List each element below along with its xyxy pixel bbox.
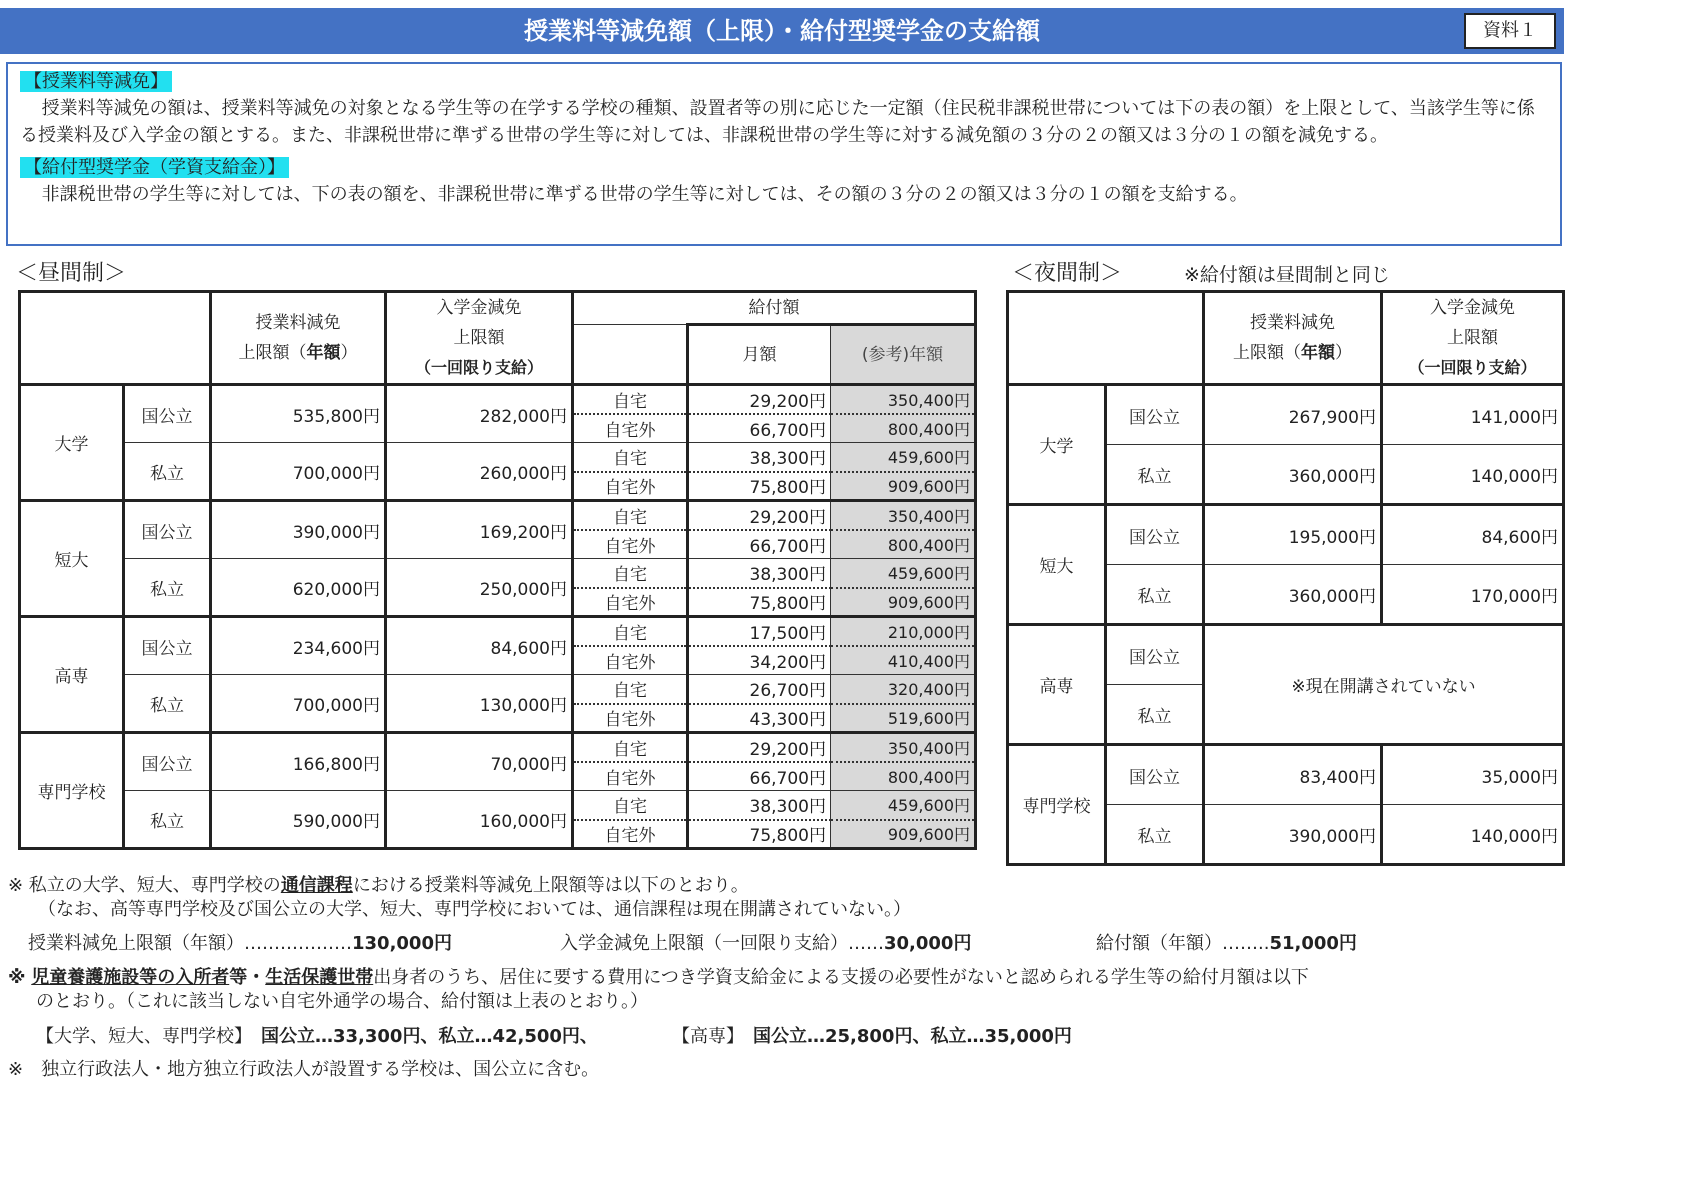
day-away-label: 自宅外 xyxy=(573,704,688,733)
day-annual-home: 350,400円 xyxy=(831,733,976,762)
day-annual-away: 800,400円 xyxy=(831,762,976,791)
day-table xyxy=(18,290,977,850)
night-school-name: 高専 xyxy=(1008,625,1106,745)
day-entrance-value: 84,600円 xyxy=(386,617,573,675)
day-monthly-away: 43,300円 xyxy=(688,704,831,733)
day-home-label: 自宅 xyxy=(573,733,688,762)
day-entrance-value: 130,000円 xyxy=(386,675,573,733)
day-monthly-away: 75,800円 xyxy=(688,820,831,849)
tuition-tag: 【授業料等減免】 xyxy=(20,71,172,92)
night-school-type: 国公立 xyxy=(1106,505,1204,565)
night-table xyxy=(1006,290,1565,866)
day-entrance-value: 169,200円 xyxy=(386,501,573,559)
day-col-entrance: 入学金減免 上限額 （一回限り支給） xyxy=(386,292,573,385)
tuition-description: 授業料等減免の額は、授業料等減免の対象となる学生等の在学する学校の種類、設置者等の別に応じた一定額（住民税非課税世帯については下の表の額）を上限として、当該学生等に係る授業料及び入学金の額とする。また、非課税世帯に準ずる世帯の学生等に対しては、非課税世帯の学生等に対する減免額の３分の２の額又は３分の１の額を減免する。 xyxy=(20,98,1535,146)
day-home-label: 自宅 xyxy=(573,385,688,414)
night-tuition-value: 360,000円 xyxy=(1204,565,1382,625)
day-school-name: 短大 xyxy=(20,501,124,617)
day-annual-home: 459,600円 xyxy=(831,791,976,820)
night-school-type: 私立 xyxy=(1106,565,1204,625)
day-annual-away: 800,400円 xyxy=(831,414,976,443)
night-heading: ＜夜間制＞ xyxy=(1012,261,1123,286)
day-annual-home: 350,400円 xyxy=(831,385,976,414)
day-monthly-home: 29,200円 xyxy=(688,501,831,530)
footnote-care-facility: ※ 児童養護施設等の入所者等・生活保護世帯出身者のうち、居住に要する費用につき学資支給金による支援の必要性がないと認められる学生等の給付月額は以下 xyxy=(8,967,1309,988)
day-annual-away: 909,600円 xyxy=(831,472,976,501)
night-corner xyxy=(1008,292,1204,385)
day-monthly-home: 29,200円 xyxy=(688,385,831,414)
day-annual-home: 210,000円 xyxy=(831,617,976,646)
footnote-admin-corp: ※ 独立行政法人・地方独立行政法人が設置する学校は、国公立に含む。 xyxy=(8,1059,600,1080)
day-tuition-value: 390,000円 xyxy=(211,501,386,559)
day-school-type: 国公立 xyxy=(124,617,211,675)
day-school-type: 国公立 xyxy=(124,733,211,791)
day-tuition-value: 234,600円 xyxy=(211,617,386,675)
correspondence-tuition: 授業料減免上限額（年額）………………130,000円 xyxy=(28,933,452,954)
night-entrance-value: 35,000円 xyxy=(1382,745,1564,805)
day-monthly-away: 66,700円 xyxy=(688,530,831,559)
correspondence-entrance: 入学金減免上限額（一回限り支給）……30,000円 xyxy=(560,933,972,954)
day-tuition-value: 620,000円 xyxy=(211,559,386,617)
night-tuition-value: 390,000円 xyxy=(1204,805,1382,865)
night-col-entrance: 入学金減免 上限額 （一回限り支給） xyxy=(1382,292,1564,385)
intro-box xyxy=(6,62,1562,246)
day-monthly-away: 75,800円 xyxy=(688,588,831,617)
night-school-type: 国公立 xyxy=(1106,625,1204,685)
scholarship-tag: 【給付型奨学金（学資支給金）】 xyxy=(20,157,289,178)
day-col-annual: (参考)年額 xyxy=(831,325,976,385)
night-school-type: 国公立 xyxy=(1106,385,1204,445)
day-annual-away: 519,600円 xyxy=(831,704,976,733)
day-away-label: 自宅外 xyxy=(573,646,688,675)
care-facility-group2: 【高専】 国公立…25,800円、私立…35,000円 xyxy=(672,1026,1072,1047)
day-tuition-value: 700,000円 xyxy=(211,675,386,733)
night-tuition-value: 83,400円 xyxy=(1204,745,1382,805)
night-tuition-value: 195,000円 xyxy=(1204,505,1382,565)
night-not-offered: ※現在開講されていない xyxy=(1204,625,1564,745)
day-school-name: 専門学校 xyxy=(20,733,124,849)
day-tuition-value: 700,000円 xyxy=(211,443,386,501)
day-annual-home: 350,400円 xyxy=(831,501,976,530)
day-monthly-home: 38,300円 xyxy=(688,443,831,472)
day-annual-away: 909,600円 xyxy=(831,588,976,617)
scholarship-description: 非課税世帯の学生等に対しては、下の表の額を、非課税世帯に準ずる世帯の学生等に対しては、その額の３分の２の額又は３分の１の額を支給する。 xyxy=(41,184,1248,205)
care-facility-group1: 【大学、短大、専門学校】 国公立…33,300円、私立…42,500円、 xyxy=(36,1026,598,1047)
day-col-benefit: 給付額 xyxy=(573,292,976,325)
day-away-label: 自宅外 xyxy=(573,762,688,791)
day-col-tuition: 授業料減免 上限額（年額） xyxy=(211,292,386,385)
day-school-name: 大学 xyxy=(20,385,124,501)
night-school-name: 短大 xyxy=(1008,505,1106,625)
day-school-name: 高専 xyxy=(20,617,124,733)
footnote-correspondence-paren: （なお、高等専門学校及び国公立の大学、短大、専門学校においては、通信課程は現在開講されていない。） xyxy=(38,899,911,920)
day-annual-home: 320,400円 xyxy=(831,675,976,704)
night-school-type: 私立 xyxy=(1106,685,1204,745)
night-col-tuition: 授業料減免 上限額（年額） xyxy=(1204,292,1382,385)
night-entrance-value: 141,000円 xyxy=(1382,385,1564,445)
night-school-type: 私立 xyxy=(1106,805,1204,865)
day-monthly-away: 66,700円 xyxy=(688,414,831,443)
document-reference-label: 資料１ xyxy=(1464,13,1556,49)
day-benefit-spacer xyxy=(573,325,688,385)
day-monthly-home: 38,300円 xyxy=(688,559,831,588)
day-school-type: 国公立 xyxy=(124,501,211,559)
night-entrance-value: 140,000円 xyxy=(1382,805,1564,865)
night-school-name: 専門学校 xyxy=(1008,745,1106,865)
day-home-label: 自宅 xyxy=(573,559,688,588)
footnote-correspondence: ※ 私立の大学、短大、専門学校の通信課程における授業料等減免上限額等は以下のとおり。 xyxy=(8,875,749,896)
day-away-label: 自宅外 xyxy=(573,530,688,559)
day-col-monthly: 月額 xyxy=(688,325,831,385)
day-entrance-value: 250,000円 xyxy=(386,559,573,617)
day-home-label: 自宅 xyxy=(573,443,688,472)
day-entrance-value: 260,000円 xyxy=(386,443,573,501)
night-school-name: 大学 xyxy=(1008,385,1106,505)
day-monthly-home: 38,300円 xyxy=(688,791,831,820)
night-entrance-value: 170,000円 xyxy=(1382,565,1564,625)
night-entrance-value: 84,600円 xyxy=(1382,505,1564,565)
day-tuition-value: 166,800円 xyxy=(211,733,386,791)
day-entrance-value: 70,000円 xyxy=(386,733,573,791)
day-annual-away: 800,400円 xyxy=(831,530,976,559)
day-away-label: 自宅外 xyxy=(573,414,688,443)
day-school-type: 私立 xyxy=(124,443,211,501)
day-school-type: 私立 xyxy=(124,675,211,733)
day-home-label: 自宅 xyxy=(573,791,688,820)
night-school-type: 私立 xyxy=(1106,445,1204,505)
day-entrance-value: 282,000円 xyxy=(386,385,573,443)
day-annual-away: 909,600円 xyxy=(831,820,976,849)
day-school-type: 国公立 xyxy=(124,385,211,443)
day-monthly-away: 34,200円 xyxy=(688,646,831,675)
day-entrance-value: 160,000円 xyxy=(386,791,573,849)
day-tuition-value: 535,800円 xyxy=(211,385,386,443)
day-annual-home: 459,600円 xyxy=(831,559,976,588)
correspondence-benefit: 給付額（年額）……..51,000円 xyxy=(1096,933,1357,954)
night-note: ※給付額は昼間制と同じ xyxy=(1184,264,1390,286)
day-tuition-value: 590,000円 xyxy=(211,791,386,849)
day-corner xyxy=(20,292,211,385)
page-title: 授業料等減免額（上限）・給付型奨学金の支給額 xyxy=(524,17,1040,45)
night-entrance-value: 140,000円 xyxy=(1382,445,1564,505)
night-tuition-value: 267,900円 xyxy=(1204,385,1382,445)
day-home-label: 自宅 xyxy=(573,501,688,530)
day-monthly-home: 29,200円 xyxy=(688,733,831,762)
title-banner xyxy=(0,8,1564,54)
day-away-label: 自宅外 xyxy=(573,820,688,849)
day-monthly-away: 75,800円 xyxy=(688,472,831,501)
day-school-type: 私立 xyxy=(124,559,211,617)
night-school-type: 国公立 xyxy=(1106,745,1204,805)
day-monthly-home: 17,500円 xyxy=(688,617,831,646)
day-home-label: 自宅 xyxy=(573,617,688,646)
day-annual-home: 459,600円 xyxy=(831,443,976,472)
footnote-care-facility-line2: のとおり。（これに該当しない自宅外通学の場合、給付額は上表のとおり。） xyxy=(36,991,648,1012)
day-monthly-home: 26,700円 xyxy=(688,675,831,704)
day-away-label: 自宅外 xyxy=(573,588,688,617)
day-monthly-away: 66,700円 xyxy=(688,762,831,791)
day-home-label: 自宅 xyxy=(573,675,688,704)
day-heading: ＜昼間制＞ xyxy=(16,261,127,286)
day-school-type: 私立 xyxy=(124,791,211,849)
night-tuition-value: 360,000円 xyxy=(1204,445,1382,505)
day-away-label: 自宅外 xyxy=(573,472,688,501)
day-annual-away: 410,400円 xyxy=(831,646,976,675)
